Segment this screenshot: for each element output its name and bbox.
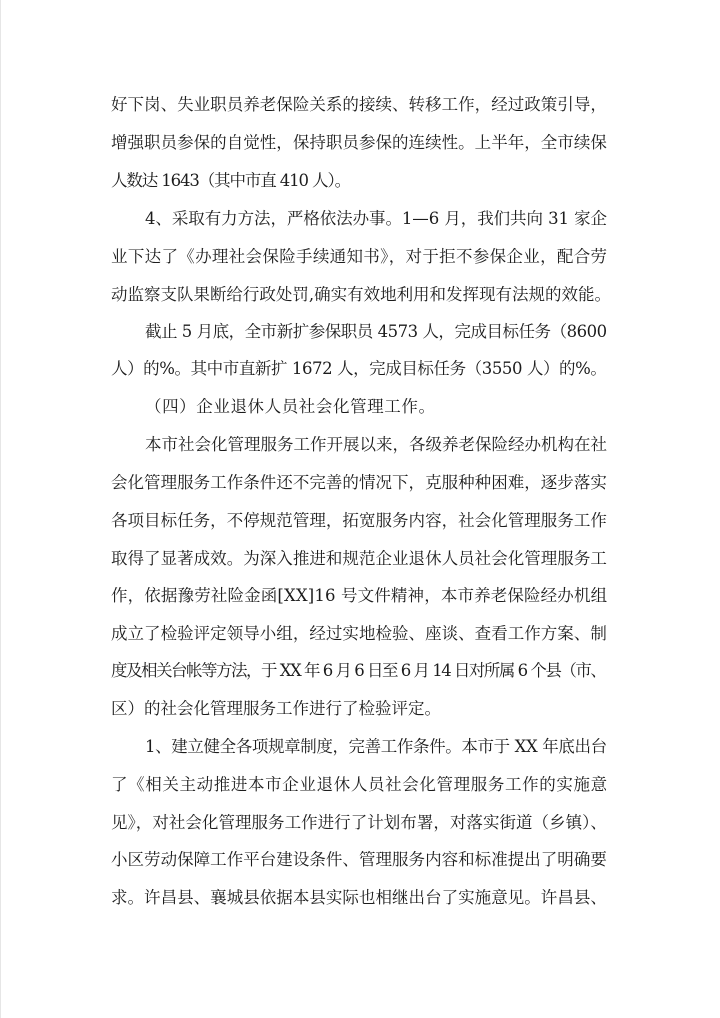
text-line: [1, 169, 720, 193]
line-text: 4、采取有力方法，严格依法办事。1—6 月，我们共向 31 家企: [145, 209, 607, 228]
line-text: 好下岗、失业职员养老保险关系的接续、转移工作，经过政策引导，: [111, 95, 607, 114]
text-line: [1, 509, 720, 533]
text-line: [1, 207, 720, 231]
line-text: 各项目标任务，不停规范管理，拓宽服务内容，社会化管理服务工作: [111, 511, 607, 530]
line-text: 了《相关主动推进本市企业退休人员社会化管理服务工作的实施意: [111, 775, 608, 794]
text-line: [1, 697, 720, 721]
text-line: [1, 547, 720, 571]
text-line: [1, 886, 720, 910]
line-text: 本市社会化管理服务工作开展以来，各级养老保险经办机构在社: [145, 435, 607, 454]
line-text: 动监察支队果断给行政处罚,确实有效地利用和发挥现有法规的效能。: [111, 285, 611, 304]
line-text: 人数达 1643（其中市直 410 人）。: [111, 171, 350, 190]
line-text: 区）的社会化管理服务工作进行了检验评定。: [111, 699, 441, 718]
line-text: 度及相关台帐等方法，于 XX 年 6 月 6 日至 6 月 14 日对所属 6 个县（市、: [111, 661, 606, 680]
line-text: 业下达了《办理社会保险手续通知书》，对于拒不参保企业，配合劳: [111, 247, 608, 266]
text-line: [1, 584, 720, 608]
line-text: 作，依据豫劳社险金函[XX]16 号文件精神，本市养老保险经办机组: [111, 586, 608, 605]
line-text: 取得了显著成效。为深入推进和规范企业退休人员社会化管理服务工: [111, 549, 607, 568]
section-heading: [1, 395, 720, 419]
line-text: 增强职员参保的自觉性，保持职员参保的连续性。上半年，全市续保: [111, 133, 607, 152]
line-text: 成立了检验评定领导小组，经过实地检验、座谈、查看工作方案、制: [111, 624, 607, 643]
text-line: [1, 357, 720, 381]
text-line: [1, 433, 720, 457]
line-text: 小区劳动保障工作平台建设条件、管理服务内容和标准提出了明确要: [111, 850, 607, 869]
text-line: [1, 659, 720, 683]
text-line: [1, 320, 720, 344]
text-line: [1, 283, 720, 307]
line-text: 会化管理服务工作条件还不完善的情况下，克服种种困难，逐步落实: [111, 473, 607, 492]
line-text: 求。许昌县、襄城县依据本县实际也相继出台了实施意见。许昌县、: [111, 888, 607, 907]
line-text: （四）企业退休人员社会化管理工作。: [145, 397, 436, 416]
text-line: [1, 471, 720, 495]
text-line: [1, 773, 720, 797]
text-line: [1, 131, 720, 155]
text-line: [1, 245, 720, 269]
line-text: 截止 5 月底，全市新扩参保职员 4573 人，完成目标任务（8600: [145, 322, 607, 341]
text-line: [1, 848, 720, 872]
text-line: [1, 735, 720, 759]
line-text: 1、建立健全各项规章制度，完善工作条件。本市于 XX 年底出台: [145, 737, 607, 756]
text-line: [1, 811, 720, 835]
text-line: [1, 622, 720, 646]
line-text: 人）的%。其中市直新扩 1672 人，完成目标任务（3550 人）的%。: [111, 359, 607, 378]
line-text: 见》，对社会化管理服务工作进行了计划布署，对落实街道（乡镇）、: [111, 813, 607, 832]
text-line: [1, 93, 720, 117]
